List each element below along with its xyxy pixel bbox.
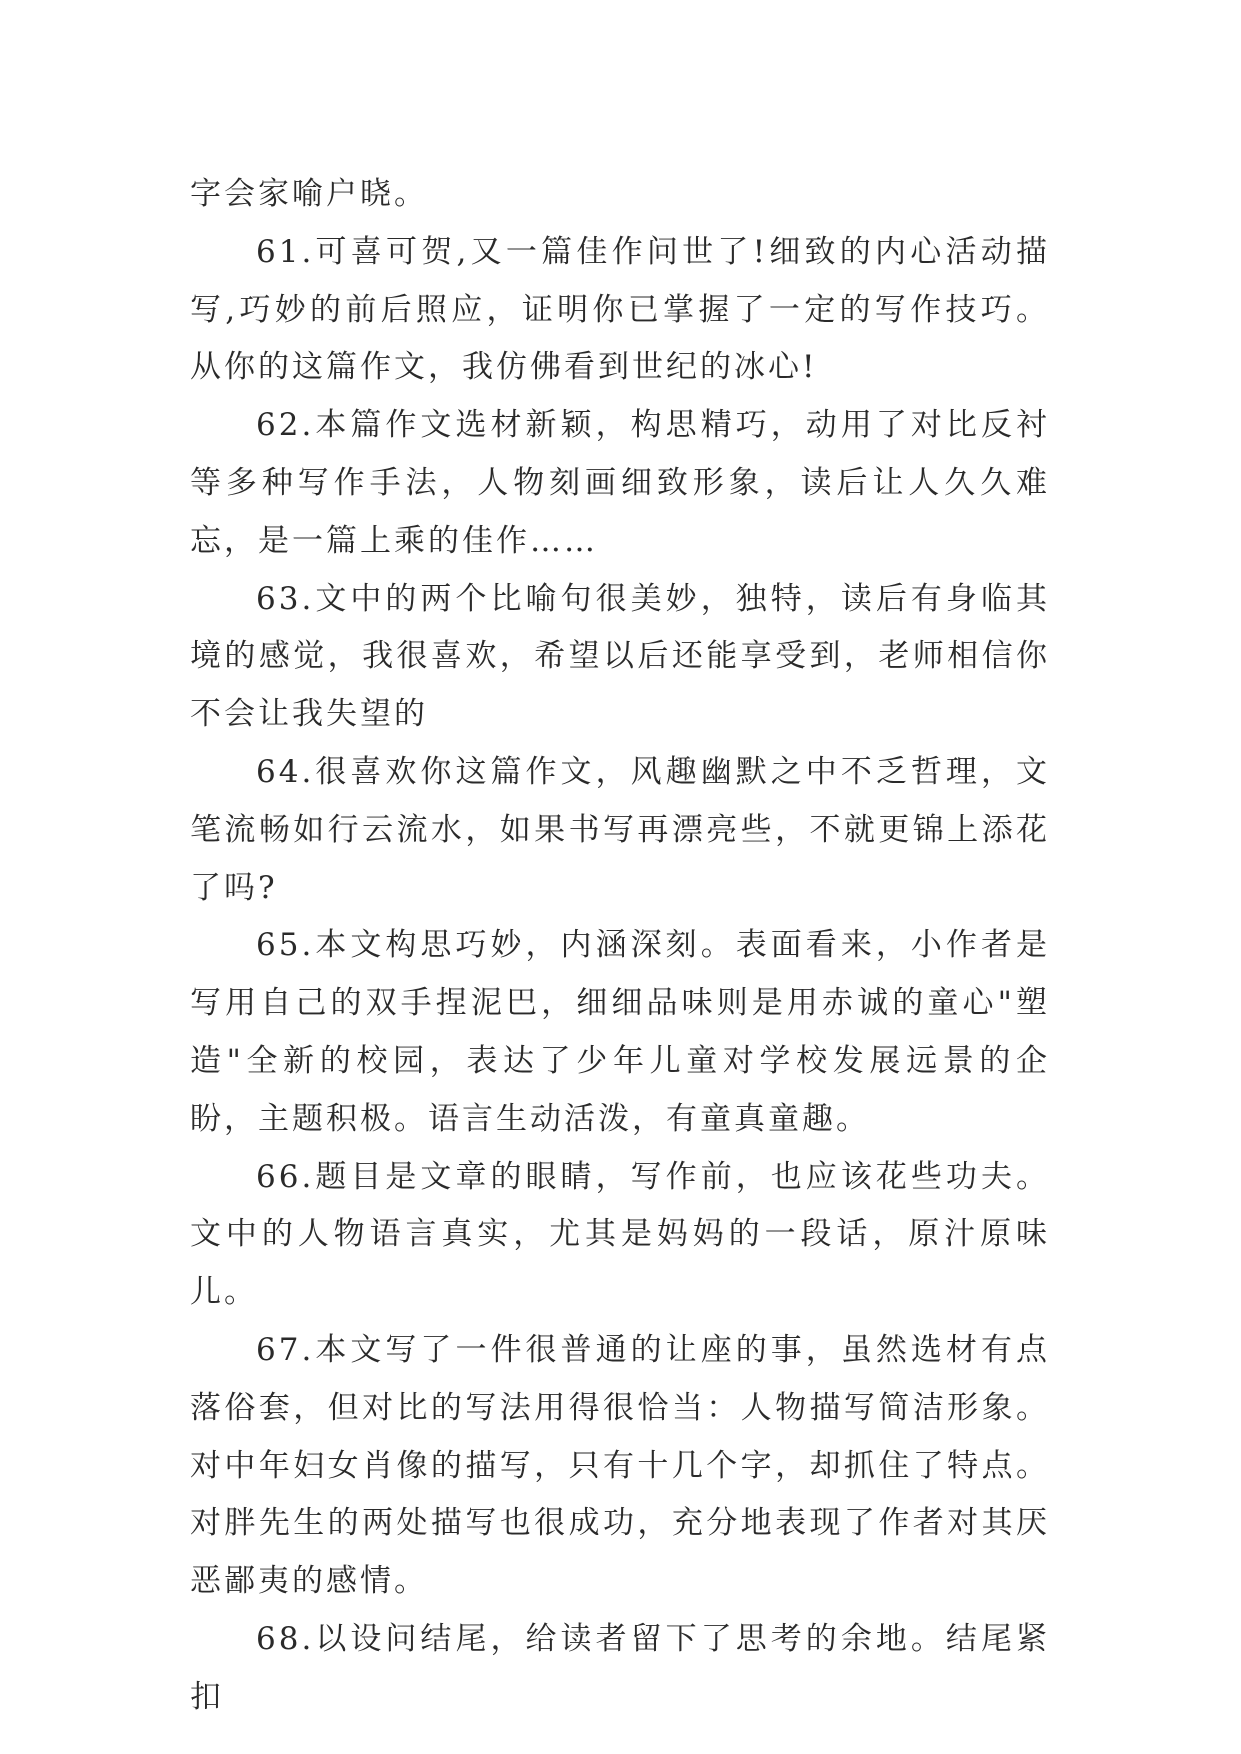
paragraph-63: 63.文中的两个比喻句很美妙，独特，读后有身临其境的感觉，我很喜欢，希望以后还能享受到，老师相信你不会让我失望的 [190, 580, 1050, 733]
paragraph-66: 66.题目是文章的眼睛，写作前，也应该花些功夫。文中的人物语言真实，尤其是妈妈的一段话，原汁原味儿。 [190, 1158, 1050, 1311]
paragraph-62: 62.本篇作文选材新颖，构思精巧，动用了对比反衬等多种写作手法，人物刻画细致形象，读后让人久久难忘，是一篇上乘的佳作…… [190, 407, 1050, 559]
paragraph-68: 68.以设问结尾，给读者留下了思考的余地。结尾紧扣 [190, 1620, 1050, 1715]
paragraph-continuation: 字会家喻户晓。 [190, 176, 428, 212]
paragraph-61: 61.可喜可贺,又一篇佳作问世了!细致的内心活动描写,巧妙的前后照应，证明你已掌握了一定的写作技巧。从你的这篇作文，我仿佛看到世纪的冰心! [190, 233, 1050, 386]
paragraph-64: 64.很喜欢你这篇作文，风趣幽默之中不乏哲理，文笔流畅如行云流水，如果书写再漂亮些，不就更锦上添花了吗? [190, 753, 1050, 906]
paragraph-67: 67.本文写了一件很普通的让座的事，虽然选材有点落俗套，但对比的写法用得很恰当：人物描写简洁形象。对中年妇女肖像的描写，只有十几个字，却抓住了特点。对胖先生的两处描写也很成功，充分地表现了作者对其厌恶鄙夷的感情。 [190, 1331, 1050, 1600]
paragraph-65: 65.本文构思巧妙，内涵深刻。表面看来，小作者是写用自己的双手捏泥巴，细细品味则是用赤诚的童心"塑造"全新的校园，表达了少年儿童对学校发展远景的企盼，主题积极。语言生动活泼，有童真童趣。 [190, 927, 1050, 1137]
document-body [190, 166, 1050, 1727]
